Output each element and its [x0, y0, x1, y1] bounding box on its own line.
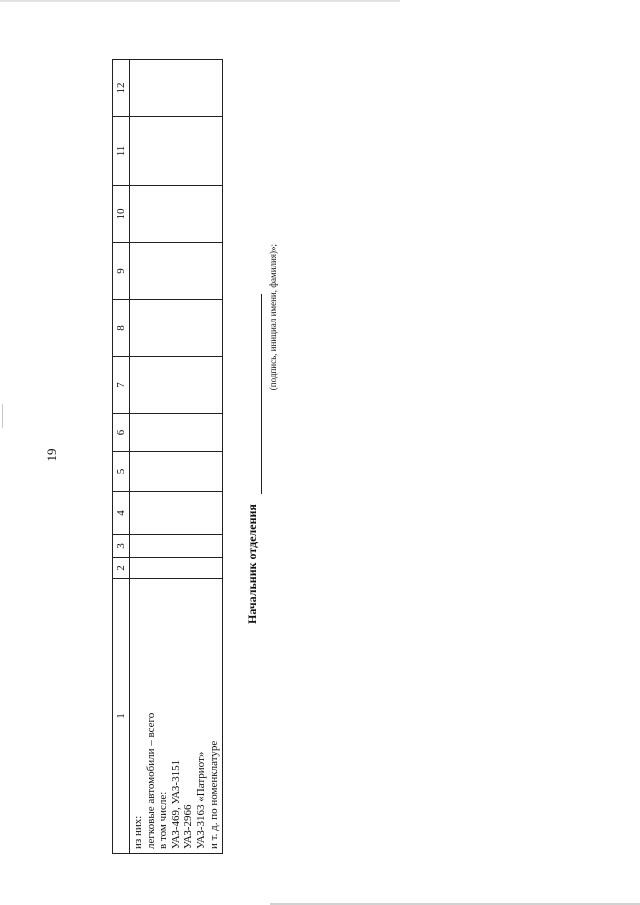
table-cell: [130, 452, 223, 492]
row-description-cell: [130, 579, 223, 854]
chief-label: Начальник отделения: [245, 504, 259, 624]
page-number: 19: [44, 448, 59, 462]
scan-mark: [2, 404, 3, 428]
table-row: [130, 60, 223, 854]
column-header-3: 3: [113, 535, 130, 558]
table-cell: [130, 243, 223, 300]
column-header-7: 7: [113, 357, 130, 414]
row-description-line: УАЗ-2966: [182, 804, 195, 849]
signature-caption: (подпись, инициал имени, фамилия)»;: [268, 244, 278, 391]
row-description-line: УАЗ-3163 «Патриот»: [194, 751, 207, 849]
row-description-line: в том числе:: [157, 791, 170, 849]
table-cell: [130, 535, 223, 558]
signature-line: [242, 294, 262, 624]
signature-block: [240, 244, 288, 624]
table-cell: [130, 186, 223, 243]
table-cell: [130, 414, 223, 452]
vehicle-table: [112, 59, 223, 854]
table-cell: [130, 60, 223, 117]
column-header-12: 12: [113, 60, 130, 117]
column-header-11: 11: [113, 117, 130, 186]
table-cell: [130, 558, 223, 579]
scan-edge-top: [0, 0, 400, 2]
column-header-10: 10: [113, 186, 130, 243]
table-cell: [130, 357, 223, 414]
column-header-2: 2: [113, 558, 130, 579]
signature-underline: [247, 294, 262, 494]
vehicle-table-container: [112, 60, 220, 854]
table-cell: [130, 300, 223, 357]
column-header-4: 4: [113, 492, 130, 535]
column-header-5: 5: [113, 452, 130, 492]
column-header-8: 8: [113, 300, 130, 357]
column-header-6: 6: [113, 414, 130, 452]
row-description-line: и т. д. по номенклатуре: [207, 740, 220, 849]
column-header-1: 1: [113, 579, 130, 854]
row-description-line: легковые автомобили – всего: [144, 712, 157, 849]
row-description-line: из них:: [132, 815, 144, 849]
row-description-line: УАЗ-469, УАЗ-3151: [169, 759, 182, 849]
table-cell: [130, 492, 223, 535]
table-header-row: [113, 60, 130, 854]
table-cell: [130, 117, 223, 186]
column-header-9: 9: [113, 243, 130, 300]
